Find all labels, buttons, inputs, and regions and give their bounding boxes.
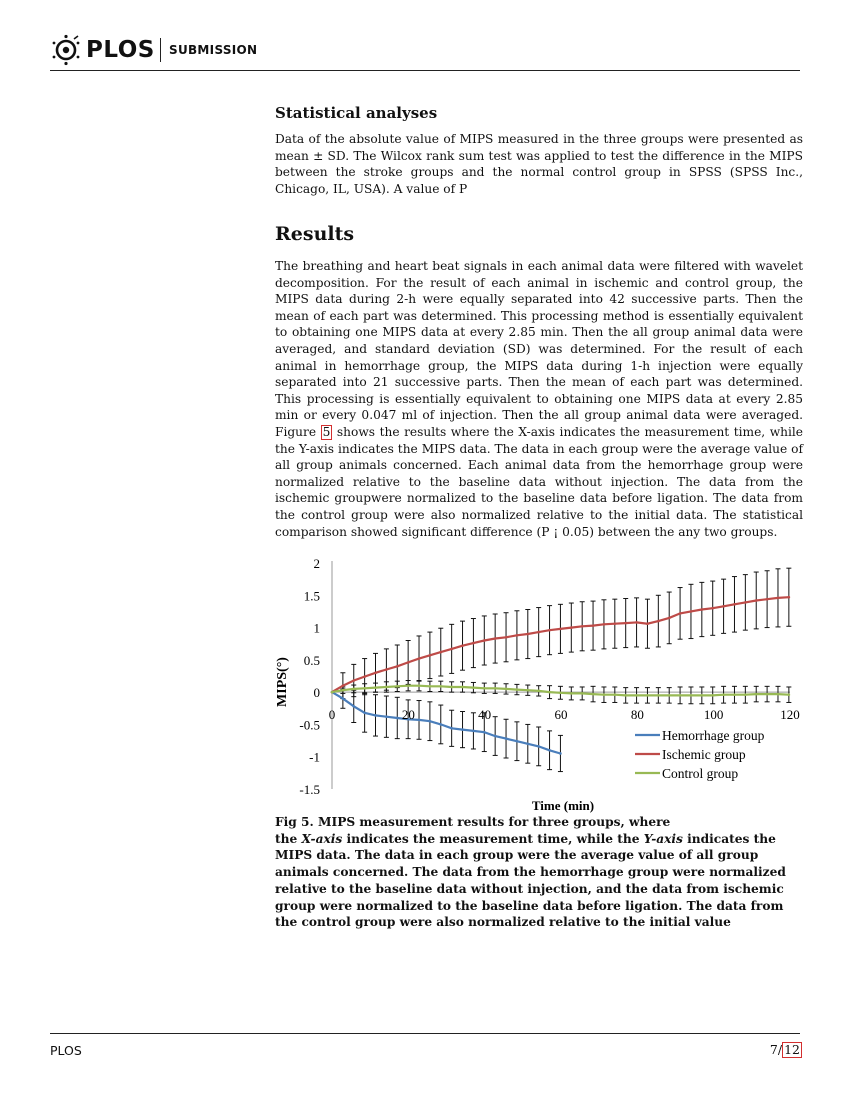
ischemic-group-point: [657, 620, 660, 623]
page-slash: /: [777, 1042, 783, 1057]
page-number: [770, 1042, 802, 1058]
hemorrhage-group-point: [396, 717, 399, 720]
control-group-point: [505, 688, 508, 691]
ischemic-group-point: [722, 605, 725, 608]
x-tick-label: 60: [554, 707, 568, 723]
ischemic-group-point: [668, 617, 671, 620]
results-paragraph: [275, 258, 803, 540]
hemorrhage-group-point: [363, 712, 366, 715]
control-group-point: [526, 689, 529, 692]
ischemic-group-point: [526, 633, 529, 636]
control-group-point: [646, 694, 649, 697]
hemorrhage-group-point: [526, 743, 529, 746]
header-divider: [160, 38, 161, 62]
x-axis-label: Time (min): [531, 798, 595, 813]
control-group-point: [418, 684, 421, 687]
y-tick-label: 1: [313, 620, 320, 636]
ischemic-group-point: [396, 665, 399, 668]
control-group-point: [777, 693, 780, 696]
ischemic-group-point: [407, 661, 410, 664]
ischemic-group-point: [744, 601, 747, 604]
control-group-point: [766, 693, 769, 696]
y-tick-label: -1.5: [299, 782, 320, 797]
stats-paragraph: Data of the absolute value of MIPS measured in the three groups were presented as mean ± SD. The Wilcox rank sum test was applied to test the difference in the MIPS between the stroke groups and the normal control group in SPSS (SPSS Inc., Chicago, IL, USA). A value of P: [275, 132, 803, 196]
hemorrhage-group-point: [548, 749, 551, 752]
control-group-point: [722, 693, 725, 696]
submission-label: SUBMISSION: [169, 43, 258, 57]
page-header: [50, 34, 800, 71]
control-group-point: [690, 694, 693, 697]
control-group-point: [701, 694, 704, 697]
ischemic-group-point: [679, 612, 682, 615]
control-group-point: [363, 687, 366, 690]
chart-legend: [635, 728, 765, 781]
y-tick-label: -1: [309, 749, 320, 765]
control-group-point: [733, 693, 736, 696]
control-group-point: [429, 685, 432, 688]
x-tick-label: 20: [401, 707, 415, 723]
footer-journal: PLOS: [50, 1043, 82, 1058]
ischemic-group-point: [592, 624, 595, 627]
ischemic-group-point: [342, 684, 345, 687]
ischemic-group-point: [461, 644, 464, 647]
control-group-point: [407, 684, 410, 687]
ischemic-group-point: [516, 634, 519, 637]
legend-label: Hemorrhage group: [662, 728, 765, 743]
ischemic-group-point: [777, 597, 780, 600]
caption-text-1: the: [275, 831, 302, 846]
x-tick-label: 0: [328, 707, 336, 723]
page-current: 7: [769, 1042, 778, 1057]
x-tick-label: 100: [703, 707, 724, 723]
hemorrhage-group-point: [537, 745, 540, 748]
stats-paragraph-block: [275, 131, 803, 197]
ischemic-group-point: [635, 621, 638, 624]
control-group-point: [570, 692, 573, 695]
ischemic-group-point: [603, 623, 606, 626]
hemorrhage-group-point: [352, 705, 355, 708]
control-group-point: [461, 686, 464, 689]
ischemic-group-point: [418, 657, 421, 660]
ischemic-group-point: [701, 608, 704, 611]
ischemic-group-point: [711, 607, 714, 610]
ischemic-group-point: [483, 639, 486, 642]
ischemic-group-point: [614, 622, 617, 625]
control-group-point: [657, 694, 660, 697]
control-group-point: [472, 686, 475, 689]
control-group-point: [439, 685, 442, 688]
y-tick-label: 1.5: [303, 588, 320, 604]
hemorrhage-group-point: [516, 740, 519, 743]
results-text-1: The breathing and heart beat signals in each animal data were filtered with wavelet decomposition. For the result of each animal in ischemic and control group, the MIPS data during 2-h were equally separated into 42 successive parts. Then the mean of each part was determined. This processing method is essentially equivalent to obtaining one MIPS data at every 2.85 min. Then the all group animal data were averaged, and standard deviation (SD) was determined. For the result of each animal in hemorrhage group, the MIPS data during 1-h injection were equally separated into 21 successive parts. Then the mean of each part was determined. This processing is essentially equivalent to obtaining one MIPS data at every 2.85 min or every 0.047 ml of injection. Then the all group animal data were averaged. Figure: [275, 259, 803, 439]
hemorrhage-group-point: [429, 720, 432, 723]
results-paragraph-block: [275, 258, 803, 540]
ischemic-group-point: [581, 625, 584, 628]
hemorrhage-group-point: [461, 728, 464, 731]
hemorrhage-group-point: [559, 752, 562, 755]
control-group-point: [342, 689, 345, 692]
control-group-point: [592, 693, 595, 696]
ischemic-group-point: [429, 654, 432, 657]
hemorrhage-group-point: [342, 697, 345, 700]
control-group-point: [635, 694, 638, 697]
control-group-point: [516, 688, 519, 691]
hemorrhage-group-point: [472, 730, 475, 733]
ischemic-group-point: [690, 610, 693, 613]
hemorrhage-group-point: [374, 714, 377, 717]
caption-x-axis: X-axis: [301, 831, 343, 846]
ischemic-group-point: [766, 598, 769, 601]
ischemic-group-point: [385, 668, 388, 671]
y-tick-label: 2: [313, 556, 320, 571]
hemorrhage-group-point: [439, 723, 442, 726]
caption-text-3: indicates the MIPS data. The data in each group were the average value of all group animals concerned. The data from the hemorrhage group were normalized relative to the baseline data without injection, and the data from ischemic group were normalized to the baseline data before ligation. The data from the control group were also normalized relative to the initial value: [275, 831, 786, 930]
caption-y-axis: Y-axis: [643, 831, 683, 846]
caption-lead: Fig 5. MIPS measurement results for three groups, where: [275, 815, 671, 829]
legend-label: Control group: [662, 766, 739, 781]
ischemic-group-point: [624, 622, 627, 625]
ischemic-group-point: [494, 637, 497, 640]
control-group-point: [603, 693, 606, 696]
figure-caption: [275, 814, 800, 931]
ischemic-group-point: [374, 671, 377, 674]
figure-5: [270, 552, 810, 814]
ischemic-group-point: [570, 626, 573, 629]
plos-logo: [50, 34, 155, 66]
footer-divider: [50, 1033, 800, 1034]
figure-5-link[interactable]: 5: [322, 424, 331, 439]
control-group-point: [494, 687, 497, 690]
control-group-point: [581, 692, 584, 695]
control-group-point: [668, 694, 671, 697]
x-tick-label: 120: [780, 707, 800, 723]
hemorrhage-group-point: [385, 715, 388, 718]
hemorrhage-group-line: [332, 692, 560, 753]
hemorrhage-group-point: [505, 737, 508, 740]
x-tick-label: 80: [630, 707, 644, 723]
caption-text-2: indicates the measurement time, while the: [342, 831, 644, 846]
control-group-point: [450, 686, 453, 689]
y-tick-label: -0.5: [299, 717, 320, 733]
control-group-point: [711, 694, 714, 697]
ischemic-group-point: [450, 648, 453, 651]
control-group-point: [624, 694, 627, 697]
plos-wordmark: PLOS: [86, 37, 155, 63]
ischemic-group-point: [505, 636, 508, 639]
hemorrhage-group-point: [450, 727, 453, 730]
ischemic-group-point: [439, 651, 442, 654]
control-group-point: [548, 691, 551, 694]
ischemic-group-point: [472, 642, 475, 645]
control-group-point: [483, 687, 486, 690]
control-group-point: [679, 694, 682, 697]
y-tick-label: 0.5: [303, 652, 320, 668]
hemorrhage-group-point: [483, 731, 486, 734]
ischemic-group-point: [537, 631, 540, 634]
y-tick-label: 0: [313, 685, 320, 701]
control-group-point: [374, 686, 377, 689]
results-text-2: shows the results where the X-axis indicates the measurement time, while the Y-axis indicates the MIPS data. The data in each group were the average value of all group animals concerned. Each animal data from the hemorrhage group were normalized relative to the baseline data without injection. The data from the ischemic groupwere normalized to the baseline data before ligation. The data from the control group were also normalized relative to the initial data. The statistical comparison showed significant difference (P ¡ 0.05) between the any two groups.: [275, 424, 803, 539]
stats-heading: Statistical analyses: [275, 104, 438, 122]
ischemic-group-point: [548, 629, 551, 632]
ischemic-group-point: [559, 628, 562, 631]
ischemic-group-point: [352, 679, 355, 682]
control-group-point: [559, 691, 562, 694]
ischemic-group-point: [363, 675, 366, 678]
control-group-point: [352, 688, 355, 691]
control-group-point: [385, 686, 388, 689]
control-group-point: [788, 693, 791, 696]
mips-chart: [270, 552, 810, 814]
hemorrhage-group-point: [418, 719, 421, 722]
ischemic-group-point: [733, 603, 736, 606]
plos-logo-icon: [50, 34, 82, 66]
hemorrhage-group-point: [494, 735, 497, 738]
control-group-point: [537, 690, 540, 693]
control-group-point: [614, 693, 617, 696]
page-total-link[interactable]: 12: [784, 1042, 800, 1057]
x-tick-label: 40: [478, 707, 492, 723]
control-group-point: [755, 693, 758, 696]
ischemic-group-point: [755, 599, 758, 602]
control-group-point: [396, 685, 399, 688]
control-group-point: [331, 691, 334, 694]
legend-label: Ischemic group: [662, 747, 746, 762]
ischemic-group-point: [646, 622, 649, 625]
control-group-point: [744, 693, 747, 696]
results-heading: Results: [275, 223, 355, 245]
ischemic-group-point: [788, 596, 791, 599]
y-axis-label: MIPS(°): [275, 657, 290, 707]
